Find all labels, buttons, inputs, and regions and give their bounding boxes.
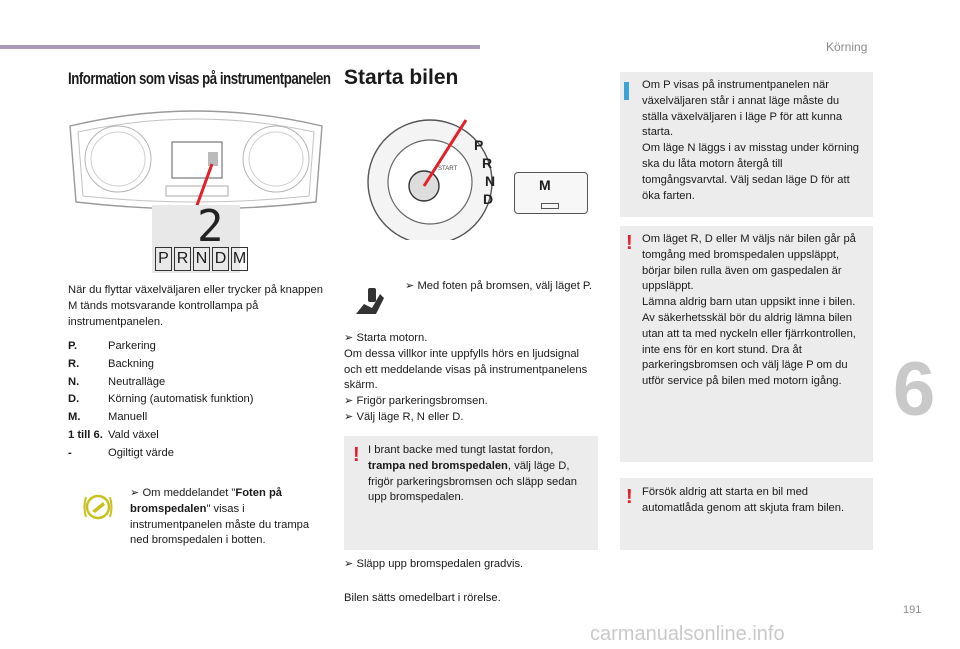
middle-warning-box — [344, 436, 598, 550]
legend-value: Ogiltigt värde — [108, 446, 174, 459]
m-button-indicator — [541, 203, 559, 209]
start-label: START — [438, 166, 458, 172]
left-intro: När du flyttar växelväljaren eller trycker på knappen M tänds motsvarande kontrollampa på instrumentpanelen. — [68, 284, 323, 328]
foot-on-brake-icon — [350, 284, 386, 320]
legend-key: 1 till 6. — [68, 428, 103, 441]
section-title: Körning — [826, 40, 868, 54]
right-warning-box-2 — [620, 478, 873, 550]
right-warning-box — [620, 226, 873, 462]
warning-icon: ! — [626, 486, 633, 508]
info-icon — [624, 82, 629, 100]
legend-value: Neutralläge — [108, 375, 166, 388]
middle-warning-text: I brant backe med tungt lastat fordon, trampa ned bromspedalen, välj läge D, frigör parkeringsbromsen och släpp sedan upp bromspedalen. — [368, 444, 577, 504]
legend-key: M. — [68, 411, 81, 424]
arrow-icon: ➢ — [405, 280, 415, 292]
legend-row — [68, 357, 308, 373]
brake-pedal-warning-icon — [83, 493, 113, 521]
arrow-icon: ➢ — [344, 558, 354, 570]
selector-letter: P — [474, 137, 484, 153]
legend-row — [68, 428, 308, 444]
arrow-icon: ➢ — [344, 332, 354, 344]
gear-selector-illustration — [350, 110, 510, 240]
arrow-icon: ➢ — [344, 410, 354, 423]
watermark: carmanualsonline.info — [590, 623, 785, 645]
m-button — [514, 172, 588, 214]
chapter-number: 6 — [893, 347, 936, 432]
gear-letters — [155, 247, 248, 271]
legend-value: Manuell — [108, 411, 148, 424]
step-4: ➢ Välj läge R, N eller D. — [344, 410, 464, 423]
legend-key: - — [68, 446, 72, 459]
gear-display — [152, 201, 247, 273]
warning-icon: ! — [626, 232, 633, 254]
legend-key: D. — [68, 393, 80, 406]
gear-letter: N — [193, 247, 210, 271]
gear-letter: P — [155, 247, 172, 271]
legend-row — [68, 375, 308, 391]
step-2: ➢ Starta motorn. — [344, 332, 428, 344]
selector-letter: N — [485, 173, 496, 189]
step-para: Om dessa villkor inte uppfylls hörs en ljudsignal och ett meddelande visas på instrumentpanelens skärm. — [344, 347, 588, 392]
legend-key: P. — [68, 340, 78, 352]
gear-digit: 2 — [197, 201, 224, 252]
legend-row — [68, 410, 308, 426]
legend-key: R. — [68, 357, 80, 370]
legend-key: N. — [68, 375, 80, 388]
gear-letter: D — [212, 247, 229, 271]
warning-icon: ! — [353, 444, 360, 466]
m-button-label: M — [539, 177, 551, 193]
gear-letter: R — [174, 247, 191, 271]
steps-block — [344, 331, 600, 426]
step-1: ➢ Med foten på bromsen, välj läget P. — [405, 280, 593, 292]
selector-letter: D — [483, 191, 494, 207]
arrow-icon: ➢ — [344, 395, 354, 408]
legend-value: Backning — [108, 357, 155, 370]
selector-letter: R — [482, 155, 493, 171]
right-warning-text: Om läget R, D eller M väljs när bilen går på tomgång med bromspedalen uppsläppt, börjar bilen rulla även om gaspedalen är uppsläppt. Lämna aldrig barn utan uppsikt inne i bilen. Av säkerhetsskäl bör du aldrig lämna bilen utan att ta med nyckeln eller fjärrkontrollen, inte ens för en kort stund. Dra åt parkeringsbromsen och välj läge P om du utför service på bilen med motorn igång. — [642, 233, 856, 388]
legend-row — [68, 392, 308, 408]
left-footnote: ➢ Om meddelandet "Foten på bromspedalen" visas i instrumentpanelen måste du trampa ned bromspedalen i botten. — [130, 487, 310, 547]
header-bar — [0, 45, 480, 49]
legend-row — [68, 446, 308, 462]
middle-heading: Starta bilen — [344, 66, 459, 89]
right-warning-text-2: Försök aldrig att starta en bil med automatlåda genom att skjuta fram bilen. — [642, 486, 845, 514]
right-info-box — [620, 72, 873, 217]
left-heading: Information som visas på instrumentpanelen — [68, 69, 331, 88]
arrow-icon: ➢ — [130, 487, 140, 499]
right-info-text: Om P visas på instrumentpanelen när växelväljaren står i annat läge måste du ställa växelväljaren i läge P för att kunna starta. Om läge N läggs i av misstag under körning ska du låta motorn återgå till tomgångsvarvtal. Välj sedan läge D för att öka farten. — [642, 79, 860, 202]
page-number: 191 — [903, 604, 922, 616]
legend-value: Vald växel — [108, 428, 159, 441]
step-3: ➢ Frigör parkeringsbromsen. — [344, 395, 488, 408]
gear-legend — [68, 339, 308, 464]
step-5: ➢ Släpp upp bromspedalen gradvis. — [344, 558, 524, 570]
legend-row — [68, 339, 308, 355]
legend-value: Körning (automatisk funktion) — [108, 393, 254, 406]
closing-text: Bilen sätts omedelbart i rörelse. — [344, 592, 501, 604]
gear-letter: M — [231, 247, 248, 271]
legend-value: Parkering — [108, 340, 156, 352]
